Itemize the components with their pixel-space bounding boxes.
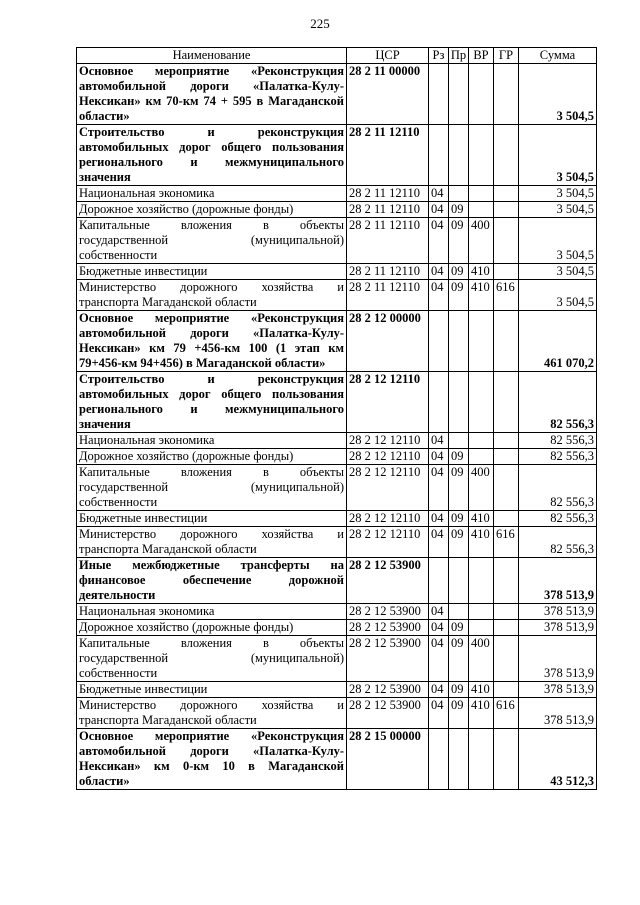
cell-pr bbox=[449, 558, 469, 604]
cell-vr bbox=[469, 125, 494, 186]
cell-rz: 04 bbox=[429, 620, 449, 636]
cell-pr: 09 bbox=[449, 511, 469, 527]
cell-vr bbox=[469, 433, 494, 449]
cell-rz: 04 bbox=[429, 698, 449, 729]
cell-code: 28 2 12 12110 bbox=[347, 433, 429, 449]
cell-pr: 09 bbox=[449, 218, 469, 264]
cell-name: Иные межбюджетные трансферты на финансовое обеспечение дорожной деятельности bbox=[77, 558, 347, 604]
cell-gr bbox=[494, 202, 519, 218]
cell-rz: 04 bbox=[429, 636, 449, 682]
cell-rz bbox=[429, 372, 449, 433]
cell-vr bbox=[469, 64, 494, 125]
cell-name: Основное мероприятие «Реконструкция автомобильной дороги «Палатка-Кулу-Нексикан» км 70-км 74 + 595 в Магаданской области» bbox=[77, 64, 347, 125]
cell-rz: 04 bbox=[429, 449, 449, 465]
header-sum: Сумма bbox=[519, 48, 597, 64]
cell-vr: 410 bbox=[469, 682, 494, 698]
cell-name: Основное мероприятие «Реконструкция автомобильной дороги «Палатка-Кулу-Нексикан» км 79 +456-км 100 (1 этап км 79+456-км 94+456) в Магаданской области» bbox=[77, 311, 347, 372]
cell-code: 28 2 12 53900 bbox=[347, 636, 429, 682]
table-row bbox=[77, 636, 597, 682]
cell-code: 28 2 11 12110 bbox=[347, 218, 429, 264]
budget-table bbox=[76, 47, 597, 790]
cell-pr: 09 bbox=[449, 264, 469, 280]
cell-sum: 3 504,5 bbox=[519, 125, 597, 186]
table-header-row bbox=[77, 48, 597, 64]
table-row bbox=[77, 64, 597, 125]
cell-sum: 82 556,3 bbox=[519, 449, 597, 465]
cell-rz bbox=[429, 558, 449, 604]
cell-sum: 461 070,2 bbox=[519, 311, 597, 372]
cell-vr bbox=[469, 604, 494, 620]
page-number: 225 bbox=[310, 16, 330, 31]
cell-name: Дорожное хозяйство (дорожные фонды) bbox=[77, 620, 347, 636]
cell-gr bbox=[494, 311, 519, 372]
table-row bbox=[77, 218, 597, 264]
cell-sum: 3 504,5 bbox=[519, 280, 597, 311]
cell-rz: 04 bbox=[429, 433, 449, 449]
cell-gr bbox=[494, 729, 519, 790]
cell-gr bbox=[494, 125, 519, 186]
cell-gr bbox=[494, 558, 519, 604]
cell-rz: 04 bbox=[429, 527, 449, 558]
cell-pr bbox=[449, 64, 469, 125]
cell-vr bbox=[469, 186, 494, 202]
table-row bbox=[77, 264, 597, 280]
cell-vr bbox=[469, 372, 494, 433]
table-row bbox=[77, 729, 597, 790]
cell-name: Национальная экономика bbox=[77, 186, 347, 202]
cell-pr: 09 bbox=[449, 636, 469, 682]
cell-rz: 04 bbox=[429, 511, 449, 527]
table-row bbox=[77, 698, 597, 729]
table-row bbox=[77, 372, 597, 433]
cell-gr: 616 bbox=[494, 527, 519, 558]
cell-rz: 04 bbox=[429, 280, 449, 311]
table-row bbox=[77, 433, 597, 449]
cell-pr: 09 bbox=[449, 698, 469, 729]
table-row bbox=[77, 527, 597, 558]
cell-pr: 09 bbox=[449, 527, 469, 558]
header-gr: ГР bbox=[494, 48, 519, 64]
cell-name: Национальная экономика bbox=[77, 604, 347, 620]
cell-rz bbox=[429, 64, 449, 125]
cell-code: 28 2 15 00000 bbox=[347, 729, 429, 790]
cell-code: 28 2 12 53900 bbox=[347, 604, 429, 620]
cell-sum: 378 513,9 bbox=[519, 636, 597, 682]
cell-code: 28 2 12 00000 bbox=[347, 311, 429, 372]
table-row bbox=[77, 604, 597, 620]
cell-gr bbox=[494, 465, 519, 511]
cell-vr: 410 bbox=[469, 527, 494, 558]
cell-name: Бюджетные инвестиции bbox=[77, 264, 347, 280]
cell-pr: 09 bbox=[449, 280, 469, 311]
cell-vr bbox=[469, 558, 494, 604]
cell-pr bbox=[449, 729, 469, 790]
cell-gr bbox=[494, 264, 519, 280]
cell-vr bbox=[469, 311, 494, 372]
cell-sum: 3 504,5 bbox=[519, 64, 597, 125]
cell-vr bbox=[469, 449, 494, 465]
cell-name: Бюджетные инвестиции bbox=[77, 682, 347, 698]
header-pr: Пр bbox=[449, 48, 469, 64]
cell-code: 28 2 12 12110 bbox=[347, 372, 429, 433]
cell-rz: 04 bbox=[429, 465, 449, 511]
cell-gr bbox=[494, 636, 519, 682]
cell-pr: 09 bbox=[449, 449, 469, 465]
cell-name: Бюджетные инвестиции bbox=[77, 511, 347, 527]
cell-gr: 616 bbox=[494, 698, 519, 729]
cell-name: Основное мероприятие «Реконструкция автомобильной дороги «Палатка-Кулу-Нексикан» км 0-км 10 в Магаданской области» bbox=[77, 729, 347, 790]
cell-code: 28 2 11 12110 bbox=[347, 186, 429, 202]
table-row bbox=[77, 465, 597, 511]
cell-rz bbox=[429, 729, 449, 790]
cell-sum: 378 513,9 bbox=[519, 604, 597, 620]
cell-code: 28 2 11 12110 bbox=[347, 125, 429, 186]
cell-gr bbox=[494, 604, 519, 620]
cell-pr bbox=[449, 372, 469, 433]
cell-pr: 09 bbox=[449, 202, 469, 218]
cell-code: 28 2 12 53900 bbox=[347, 698, 429, 729]
cell-code: 28 2 12 53900 bbox=[347, 682, 429, 698]
cell-name: Капитальные вложения в объекты государственной (муниципальной) собственности bbox=[77, 465, 347, 511]
cell-sum: 378 513,9 bbox=[519, 620, 597, 636]
cell-rz: 04 bbox=[429, 682, 449, 698]
cell-gr bbox=[494, 433, 519, 449]
cell-name: Строительство и реконструкция автомобильных дорог общего пользования регионального и межмуниципального значения bbox=[77, 372, 347, 433]
cell-vr: 400 bbox=[469, 636, 494, 682]
table-row bbox=[77, 186, 597, 202]
table-row bbox=[77, 449, 597, 465]
cell-code: 28 2 12 12110 bbox=[347, 527, 429, 558]
cell-gr bbox=[494, 682, 519, 698]
cell-code: 28 2 11 00000 bbox=[347, 64, 429, 125]
table-row bbox=[77, 682, 597, 698]
cell-code: 28 2 11 12110 bbox=[347, 280, 429, 311]
cell-rz: 04 bbox=[429, 264, 449, 280]
cell-sum: 378 513,9 bbox=[519, 682, 597, 698]
cell-gr bbox=[494, 372, 519, 433]
table-row bbox=[77, 311, 597, 372]
cell-name: Строительство и реконструкция автомобильных дорог общего пользования регионального и межмуниципального значения bbox=[77, 125, 347, 186]
header-vr: ВР bbox=[469, 48, 494, 64]
cell-code: 28 2 12 12110 bbox=[347, 465, 429, 511]
cell-pr: 09 bbox=[449, 620, 469, 636]
cell-code: 28 2 12 53900 bbox=[347, 558, 429, 604]
table-row bbox=[77, 620, 597, 636]
cell-rz: 04 bbox=[429, 218, 449, 264]
cell-name: Министерство дорожного хозяйства и транспорта Магаданской области bbox=[77, 527, 347, 558]
cell-gr: 616 bbox=[494, 280, 519, 311]
table-row bbox=[77, 202, 597, 218]
cell-vr bbox=[469, 620, 494, 636]
cell-rz: 04 bbox=[429, 186, 449, 202]
cell-vr: 410 bbox=[469, 698, 494, 729]
header-code: ЦСР bbox=[347, 48, 429, 64]
cell-sum: 82 556,3 bbox=[519, 527, 597, 558]
cell-name: Национальная экономика bbox=[77, 433, 347, 449]
table-row bbox=[77, 558, 597, 604]
cell-sum: 3 504,5 bbox=[519, 264, 597, 280]
cell-name: Капитальные вложения в объекты государственной (муниципальной) собственности bbox=[77, 636, 347, 682]
cell-vr: 410 bbox=[469, 280, 494, 311]
cell-code: 28 2 12 12110 bbox=[347, 449, 429, 465]
cell-sum: 43 512,3 bbox=[519, 729, 597, 790]
cell-name: Дорожное хозяйство (дорожные фонды) bbox=[77, 449, 347, 465]
cell-pr bbox=[449, 433, 469, 449]
cell-sum: 3 504,5 bbox=[519, 218, 597, 264]
cell-vr bbox=[469, 729, 494, 790]
table-row bbox=[77, 280, 597, 311]
cell-vr: 410 bbox=[469, 511, 494, 527]
cell-sum: 82 556,3 bbox=[519, 511, 597, 527]
cell-gr bbox=[494, 218, 519, 264]
cell-pr bbox=[449, 186, 469, 202]
cell-rz bbox=[429, 311, 449, 372]
cell-gr bbox=[494, 620, 519, 636]
cell-rz: 04 bbox=[429, 604, 449, 620]
cell-pr bbox=[449, 125, 469, 186]
cell-code: 28 2 11 12110 bbox=[347, 264, 429, 280]
cell-gr bbox=[494, 64, 519, 125]
cell-gr bbox=[494, 186, 519, 202]
cell-sum: 378 513,9 bbox=[519, 698, 597, 729]
cell-name: Дорожное хозяйство (дорожные фонды) bbox=[77, 202, 347, 218]
cell-vr bbox=[469, 202, 494, 218]
cell-code: 28 2 12 12110 bbox=[347, 511, 429, 527]
cell-sum: 3 504,5 bbox=[519, 202, 597, 218]
cell-sum: 82 556,3 bbox=[519, 433, 597, 449]
cell-sum: 82 556,3 bbox=[519, 372, 597, 433]
cell-sum: 82 556,3 bbox=[519, 465, 597, 511]
cell-vr: 410 bbox=[469, 264, 494, 280]
cell-gr bbox=[494, 449, 519, 465]
cell-sum: 378 513,9 bbox=[519, 558, 597, 604]
cell-pr: 09 bbox=[449, 682, 469, 698]
cell-gr bbox=[494, 511, 519, 527]
cell-rz bbox=[429, 125, 449, 186]
cell-pr bbox=[449, 604, 469, 620]
cell-vr: 400 bbox=[469, 218, 494, 264]
header-rz: Рз bbox=[429, 48, 449, 64]
cell-name: Министерство дорожного хозяйства и транспорта Магаданской области bbox=[77, 280, 347, 311]
table-row bbox=[77, 511, 597, 527]
cell-name: Министерство дорожного хозяйства и транспорта Магаданской области bbox=[77, 698, 347, 729]
cell-vr: 400 bbox=[469, 465, 494, 511]
cell-code: 28 2 11 12110 bbox=[347, 202, 429, 218]
cell-code: 28 2 12 53900 bbox=[347, 620, 429, 636]
cell-rz: 04 bbox=[429, 202, 449, 218]
header-name: Наименование bbox=[77, 48, 347, 64]
cell-pr: 09 bbox=[449, 465, 469, 511]
cell-name: Капитальные вложения в объекты государственной (муниципальной) собственности bbox=[77, 218, 347, 264]
cell-pr bbox=[449, 311, 469, 372]
cell-sum: 3 504,5 bbox=[519, 186, 597, 202]
table-row bbox=[77, 125, 597, 186]
